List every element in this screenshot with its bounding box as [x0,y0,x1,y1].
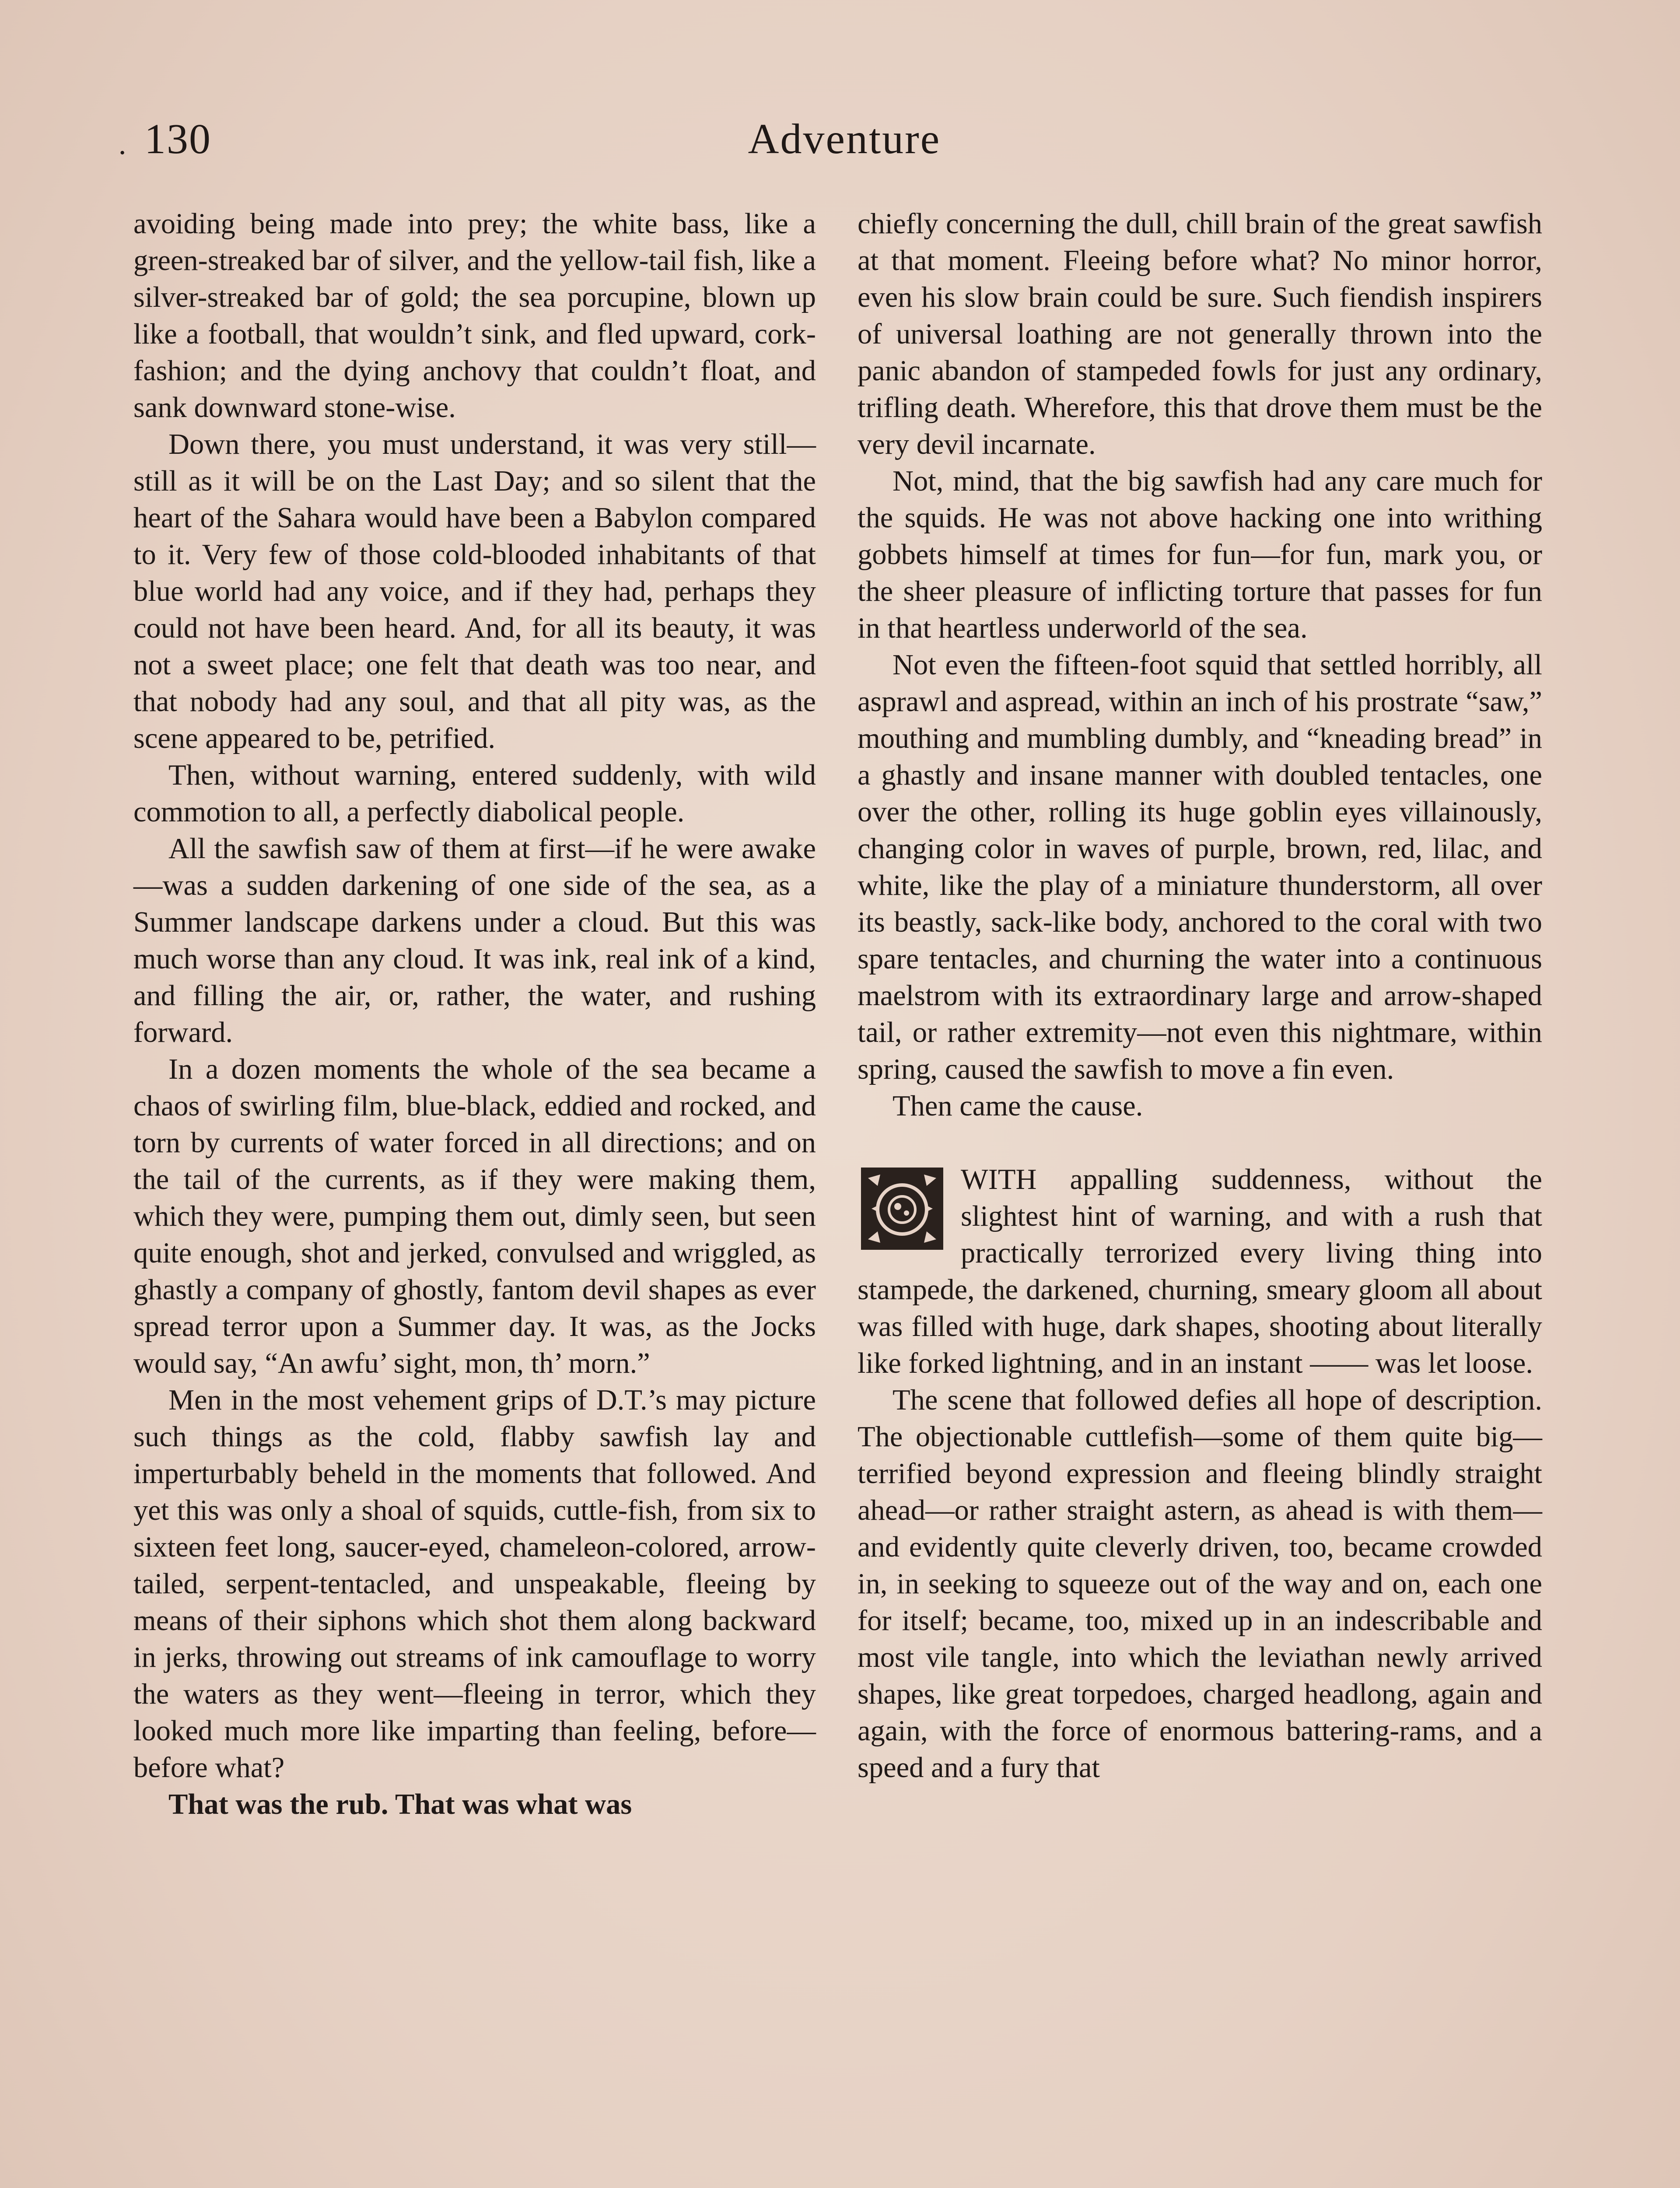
paragraph: avoiding being made into prey; the white bass, like a green-streaked bar of silver, and the yellow-tail fish, like a silver-streaked bar of gold; the sea porcupine, blown up like a football, that wouldn’t sink, and fled upward, cork-fashion; and the dying anchovy that couldn’t float, and sank downward stone-wise. [133,208,816,424]
page-mark: · [117,136,128,170]
running-head: Adventure [748,116,941,163]
right-column [858,206,1542,1786]
paragraph: Then, without warning, entered suddenly, with wild commotion to all, a perfectly diabolical people. [133,759,816,828]
paragraph: Men in the most vehement grips of D.T.’s may picture such things as the cold, flabby sawfish lay and imperturbably beheld in the moments that followed. And yet this was only a shoal of squids, cuttle-fish, from six to sixteen feet long, saucer-eyed, chameleon-colored, arrow-tailed, serpent-tentacled, and unspeakable, fleeing by means of their siphons which shot them along backward in jerks, throwing out streams of ink camouflage to worry the waters as they went—fleeing in terror, which they looked much more like imparting than feeling, before—before what? [133,1384,816,1784]
section-opening-paragraph [858,1161,1542,1382]
paragraph: Not even the fifteen-foot squid that settled horribly, all asprawl and aspread, within an inch of his prostrate “saw,” mouthing and mumbling dumbly, and “kneading bread” in a ghastly and insane manner with doubled tentacles, one over the other, rolling its huge goblin eyes villainously, changing color in waves of purple, brown, red, lilac, and white, like the play of a miniature thunderstorm, all over its beastly, sack-like body, anchored to the coral with two spare tentacles, and churning the water into a continuous maelstrom with its extraordinary large and arrow-shaped tail, or rather extremity—not even this nightmare, within spring, caused the sawfish to move a fin even. [858,649,1542,1085]
left-column [133,206,816,1823]
page-number: 130 [144,116,211,163]
paragraph: Not, mind, that the big sawfish had any care much for the squids. He was not above hacking one into writhing gobbets himself at times for fun—for fun, mark you, or the sheer pleasure of inflicting torture that passes for fun in that heartless underworld of the sea. [858,465,1542,644]
paragraph: All the sawfish saw of them at first—if he were awake—was a sudden darkening of one side of the sea, as a Summer landscape darkens under a cloud. But this was much worse than any cloud. It was ink, real ink of a kind, and filling the air, or, rather, the water, and rushing forward. [133,833,816,1048]
paragraph: The scene that followed defies all hope of description. The objectionable cuttlefish—some of them quite big—terrified beyond expression and fleeing blindly straight ahead—or rather straight astern, as ahead is with them—and evidently quite cleverly driven, too, became crowded in, in seeking to squeeze out of the way and on, each one for itself; became, too, mixed up in an indescribable and most vile tangle, into which the leviathan newly arrived shapes, like great torpedoes, charged headlong, again and again, with the force of enormous battering-rams, and a speed and a fury that [858,1384,1542,1784]
page-header [0,115,1680,172]
paragraph: Down there, you must understand, it was very still—still as it will be on the Last Day; and so silent that the heart of the Sahara would have been a Babylon compared to it. Very few of those cold-blooded inhabitants of that blue world had any voice, and if they had, perhaps they could not have been heard. And, for all its beauty, it was not a sweet place; one felt that death was too near, and that nobody had any soul, and that all pity was, as the scene appeared to be, petrified. [133,428,816,754]
ornamental-initial-icon [861,1168,943,1250]
paragraph: In a dozen moments the whole of the sea became a chaos of swirling film, blue-black, eddied and rocked, and torn by currents of water forced in all directions; and on the tail of the currents, as if they were making them, which they were, pumping them out, dimly seen, but seen quite enough, shot and jerked, convulsed and wriggled, as ghastly a company of ghostly, fantom devil shapes as ever spread terror upon a Summer day. It was, as the Jocks would say, “An awfu’ sight, mon, th’ morn.” [133,1053,816,1379]
paragraph: Then came the cause. [892,1090,1143,1122]
paragraph: chiefly concerning the dull, chill brain of the great sawfish at that moment. Fleeing before what? No minor horror, even his slow brain could be sure. Such fiendish inspirers of universal loathing are not generally thrown into the panic abandon of stampeded fowls for just any ordinary, trifling death. Wherefore, this that drove them must be the very devil incarnate. [858,208,1542,460]
paragraph-text: WITH appalling suddenness, without the slightest hint of warning, and with a rush that practically terrorized every living thing into stampede, the darkened, churning, smeary gloom all about was filled with huge, dark shapes, shooting about literally like forked lightning, and in an instant —— was let loose. [858,1164,1542,1379]
paragraph: That was the rub. That was what was [168,1788,632,1820]
